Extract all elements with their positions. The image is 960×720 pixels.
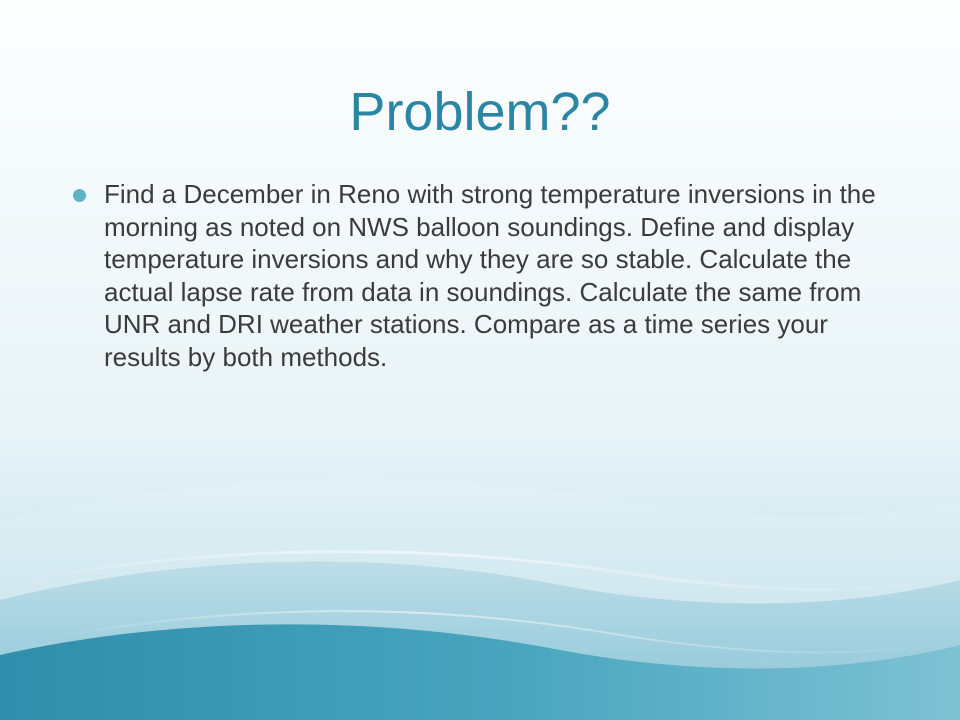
slide-title: Problem??: [349, 82, 611, 142]
bullet-list: [72, 178, 882, 373]
bullet-text: Find a December in Reno with strong temperature inversions in the morning as noted on NWS balloon soundings. Define and display temperature inversions and why they are so stable. Calculate the actual lapse rate from data in soundings. Calculate the same from UNR and DRI weather stations. Compare as a time series your results by both methods.: [104, 179, 876, 372]
bullet-dot-icon: [73, 189, 86, 202]
bullet-item: [72, 178, 882, 373]
